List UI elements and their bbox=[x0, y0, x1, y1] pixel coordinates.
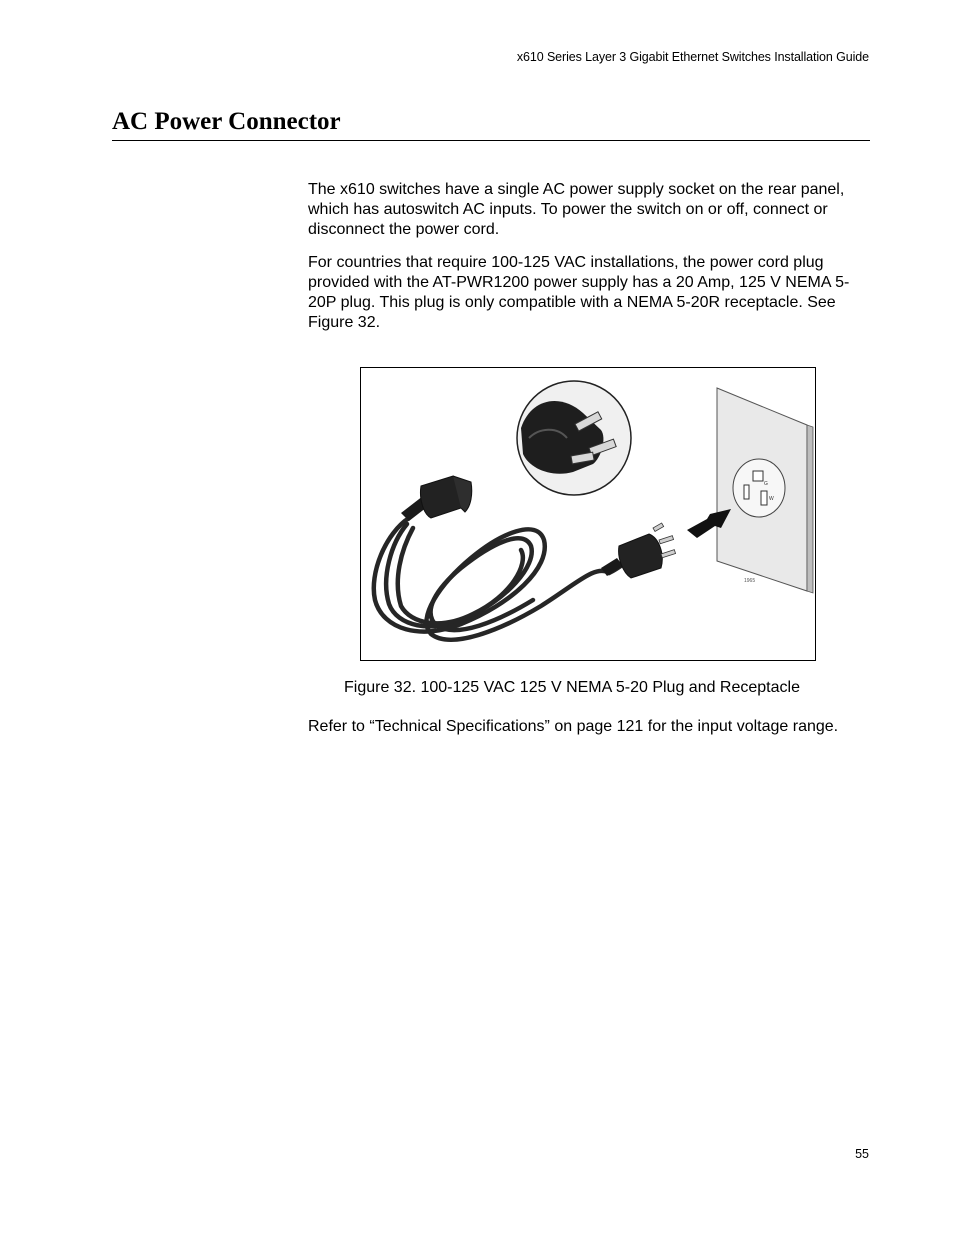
iec-connector-illustration bbox=[401, 476, 472, 521]
figure-caption: Figure 32. 100-125 VAC 125 V NEMA 5-20 Plug and Receptacle bbox=[344, 679, 800, 696]
running-header: x610 Series Layer 3 Gigabit Ethernet Switches Installation Guide bbox=[516, 50, 869, 64]
title-rule bbox=[112, 140, 870, 141]
nema-plug-illustration bbox=[601, 523, 676, 578]
body-paragraph-2: For countries that require 100-125 VAC installations, the power cord plug provided with the AT-PWR1200 power supply has a 20 Amp, 125 V NEMA 5-20P plug. This plug is only compatible with a NEMA 5-20R receptacle. See Figure 32. bbox=[308, 254, 850, 331]
figure-illustration bbox=[360, 367, 816, 661]
power-cord-illustration bbox=[374, 518, 629, 640]
plug-closeup-illustration bbox=[517, 381, 631, 495]
ground-label: G bbox=[764, 481, 768, 487]
white-label: W bbox=[769, 496, 774, 502]
wall-receptacle-illustration bbox=[717, 388, 813, 593]
page-number: 55 bbox=[855, 1147, 869, 1161]
body-paragraph-1: The x610 switches have a single AC power supply socket on the rear panel, which has autoswitch AC inputs. To power the switch on or off, connect or disconnect the power cord. bbox=[308, 181, 845, 238]
figure-id-label: 1965 bbox=[744, 578, 756, 584]
section-title: AC Power Connector bbox=[112, 108, 341, 135]
body-paragraph-3: Refer to “Technical Specifications” on page 121 for the input voltage range. bbox=[308, 718, 839, 735]
